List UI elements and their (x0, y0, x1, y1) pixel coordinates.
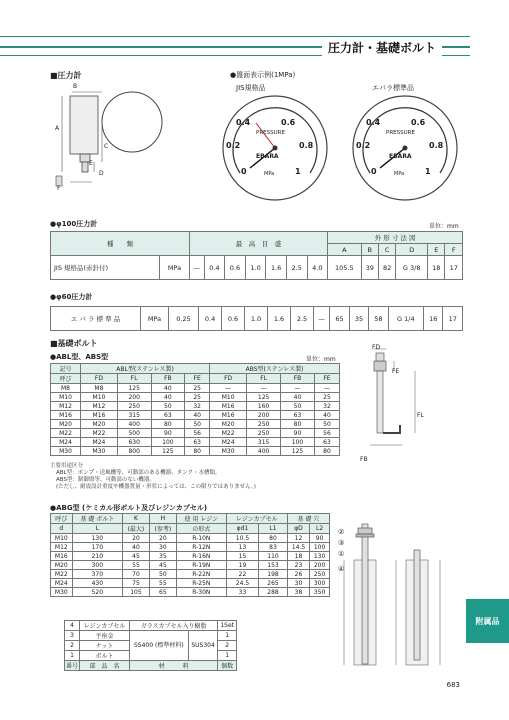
phi60-val-c: 58 (369, 307, 388, 331)
table-cell: 288 (259, 588, 288, 597)
table-cell: M30 (51, 447, 81, 456)
ebara-label: エバラ標準品 (372, 84, 414, 92)
table-cell: M24 (51, 438, 81, 447)
table-cell: 90 (281, 429, 315, 438)
col-b: B (361, 244, 378, 256)
table-cell: M10 (210, 393, 247, 402)
table-cell: M24 (81, 438, 118, 447)
table-cell: M16 (210, 411, 247, 420)
hdr-abs: ABS型(ステンレス製) (210, 364, 340, 374)
table-row (51, 561, 330, 570)
part-material-ss: SS400 (標準材料) (129, 631, 188, 661)
table-cell: 55 (122, 561, 149, 570)
abg-hdr-bolt: 基 礎 ボルト (72, 514, 122, 524)
table-cell: M30 (210, 447, 247, 456)
table-cell: M22 (51, 429, 81, 438)
callout-2: ② (338, 528, 345, 536)
phi60-scale: 0.4 (199, 307, 222, 331)
table-cell: M24 (210, 438, 247, 447)
abl-fb-label: FB (360, 456, 368, 463)
hdr-part-qty: 個数 (218, 661, 237, 671)
phi100-scale: 1.0 (245, 256, 266, 280)
abg-hdr-d: d (51, 524, 73, 534)
ebara-tick-02: 0.2 (356, 141, 371, 150)
part-qty: 2 (218, 641, 237, 651)
table-cell: 15 (226, 552, 258, 561)
table-cell: 265 (259, 579, 288, 588)
table-cell: M16 (51, 411, 81, 420)
table-cell: M12 (81, 402, 118, 411)
table-cell: 153 (259, 561, 288, 570)
table-cell: 200 (310, 561, 330, 570)
phi60-scale: 2.5 (291, 307, 314, 331)
table-cell: 35 (149, 552, 176, 561)
table-cell: M16 (81, 411, 118, 420)
table-cell: 100 (310, 543, 330, 552)
abg-bolt-drawing (336, 520, 456, 680)
part-qty: 1Set (218, 621, 237, 631)
table-row (51, 438, 340, 447)
table-cell: 130 (310, 552, 330, 561)
parts-table (64, 620, 237, 671)
table-cell: 80 (259, 534, 288, 543)
table-cell: 40 (314, 411, 339, 420)
side-tab-accessories[interactable]: 附属品 (466, 599, 509, 643)
note-line: 主要用途区分 (50, 463, 84, 469)
col-d: D (396, 244, 428, 256)
table-row (51, 552, 330, 561)
table-cell: 40 (281, 393, 315, 402)
callout-4: ④ (338, 565, 345, 573)
abg-hdr-l1: L1 (259, 524, 288, 534)
page-number: 683 (446, 681, 460, 689)
section-phi100: ●φ100圧力計 (50, 220, 98, 228)
table-cell: 400 (247, 447, 281, 456)
table-cell: 33 (226, 588, 258, 597)
hdr-max-scale: 最 高 目 盛 (189, 232, 327, 256)
table-cell: M16 (51, 552, 73, 561)
table-cell: 90 (151, 429, 185, 438)
phi60-val-b: 35 (349, 307, 368, 331)
callout-3: ③ (338, 539, 345, 547)
table-row (51, 384, 340, 393)
table-cell: 75 (122, 579, 149, 588)
abg-hdr-hole: 基 礎 穴 (287, 514, 329, 524)
abg-hdr-call: 呼び (51, 514, 73, 524)
table-cell: — (247, 384, 281, 393)
table-cell: 13 (226, 543, 258, 552)
part-name: レジンカプセル (80, 621, 130, 631)
phi100-scale: 4.0 (307, 256, 328, 280)
table-row (51, 543, 330, 552)
phi100-kind: JIS 規格品(赤針付) (51, 256, 160, 280)
table-cell: 630 (117, 438, 151, 447)
gauge-dimension-drawing (52, 82, 172, 202)
abl-abs-table (50, 363, 340, 456)
table-cell: 800 (117, 447, 151, 456)
col-fe: FE (185, 374, 210, 384)
table-cell: 125 (151, 447, 185, 456)
abg-hdr-href: (参考) (149, 524, 176, 534)
part-qty: 1 (218, 651, 237, 661)
dim-e: E (89, 160, 93, 167)
table-cell: 63 (281, 411, 315, 420)
table-cell: M12 (51, 402, 81, 411)
hdr-part-material: 材 料 (129, 661, 217, 671)
table-cell: M22 (81, 429, 118, 438)
section-pressure-gauge: ■圧力計 (50, 71, 82, 80)
col-fb: FB (151, 374, 185, 384)
table-cell: 80 (185, 447, 210, 456)
table-cell: 50 (281, 402, 315, 411)
callout-1: ① (338, 550, 345, 558)
jis-tick-0: 0 (241, 167, 247, 176)
table-cell: — (281, 384, 315, 393)
table-cell: 350 (310, 588, 330, 597)
table-cell: 90 (310, 534, 330, 543)
col-fl: FL (247, 374, 281, 384)
table-cell: M22 (51, 570, 73, 579)
part-qty: 1 (218, 631, 237, 641)
dim-a: A (55, 125, 60, 132)
table-cell: M22 (210, 429, 247, 438)
phi100-scale: 1.6 (266, 256, 287, 280)
jis-pressure-text: PRESSURE (256, 130, 285, 136)
part-name: 平座金 (80, 631, 130, 641)
table-cell: M24 (51, 579, 73, 588)
ebara-tick-06: 0.6 (411, 118, 426, 127)
jis-unit: MPa (264, 171, 275, 177)
phi100-val-b: 39 (361, 256, 378, 280)
table-cell: 20 (149, 534, 176, 543)
abg-hdr-form: の形式 (176, 524, 226, 534)
part-name: ナット (80, 641, 130, 651)
table-cell: 40 (151, 384, 185, 393)
table-cell: 200 (117, 393, 151, 402)
phi60-kind: エ バ ラ 標 準 品 (51, 307, 141, 331)
table-cell: 300 (72, 561, 122, 570)
table-cell: 80 (151, 420, 185, 429)
table-cell: 20 (122, 534, 149, 543)
phi60-scale: 0.25 (168, 307, 198, 331)
hdr-kind: 種 類 (51, 232, 190, 256)
abg-hdr-resin: 使 用 レジン (176, 514, 226, 524)
table-row (51, 411, 340, 420)
table-cell: 14.5 (287, 543, 309, 552)
table-cell: 50 (185, 420, 210, 429)
table-cell: 25 (185, 393, 210, 402)
dim-b: B (73, 83, 78, 90)
table-cell: 170 (72, 543, 122, 552)
dim-c: C (104, 143, 109, 150)
part-material-sus: SUS304 (188, 631, 218, 661)
abl-table-body (51, 384, 340, 456)
note-line: ABS型：制御盤等、可動部のない機器。 (56, 477, 155, 483)
page-title: 圧力計・基礎ボルト (322, 39, 442, 56)
table-cell: — (314, 384, 339, 393)
table-cell: 130 (72, 534, 122, 543)
ebara-tick-08: 0.8 (429, 141, 444, 150)
col-c: C (378, 244, 395, 256)
phi100-table (50, 231, 463, 280)
table-cell: 315 (117, 411, 151, 420)
col-fe: FE (314, 374, 339, 384)
hdr-part-no: 番号 (65, 661, 80, 671)
table-cell: 63 (185, 438, 210, 447)
table-cell: 250 (117, 402, 151, 411)
table-cell: M12 (51, 543, 73, 552)
table-cell: — (210, 384, 247, 393)
phi60-unit: MPa (141, 307, 169, 331)
table-cell: M20 (51, 561, 73, 570)
table-row (51, 588, 330, 597)
col-e: E (428, 244, 445, 256)
phi60-val-a: 65 (330, 307, 349, 331)
table-row (51, 429, 340, 438)
ebara-unit: MPa (394, 171, 405, 177)
table-cell: R-30N (176, 588, 226, 597)
ebara-tick-04: 0.4 (366, 118, 381, 127)
hdr-code: 記号 (51, 364, 81, 374)
abg-hdr-l2: L2 (310, 524, 330, 534)
col-fd: FD (81, 374, 118, 384)
table-cell: 83 (259, 543, 288, 552)
ebara-tick-1: 1 (425, 167, 431, 176)
phi100-scale: 2.5 (286, 256, 307, 280)
table-row (51, 420, 340, 429)
phi60-scale: 1.0 (245, 307, 268, 331)
table-cell: 125 (117, 384, 151, 393)
table-row (51, 570, 330, 579)
ebara-pressure-text: PRESSURE (386, 130, 415, 136)
phi100-dash: — (189, 256, 204, 280)
note-line: ABL型：ポンプ・送風機等、可動部のある機器、タンク・水槽類。 (56, 470, 221, 476)
table-row (51, 579, 330, 588)
part-no: 1 (65, 651, 80, 661)
abl-fl-label: FL (417, 412, 424, 419)
table-cell: 400 (117, 420, 151, 429)
table-cell: R-10N (176, 534, 226, 543)
table-cell: 32 (185, 402, 210, 411)
part-no: 2 (65, 641, 80, 651)
table-cell: 520 (72, 588, 122, 597)
abg-table-body (51, 534, 330, 597)
table-cell: 110 (259, 552, 288, 561)
table-row (51, 393, 340, 402)
table-cell: 125 (247, 393, 281, 402)
table-row (51, 402, 340, 411)
table-cell: 40 (185, 411, 210, 420)
col-fd: FD (210, 374, 247, 384)
phi60-table (50, 306, 463, 331)
jis-tick-1: 1 (295, 167, 301, 176)
table-cell: 24.5 (226, 579, 258, 588)
table-cell: M20 (51, 420, 81, 429)
title-bar (0, 36, 470, 56)
abg-hdr-phid: φD (287, 524, 309, 534)
section-abl-abs: ●ABL型、ABS型 (50, 353, 109, 361)
abg-hdr-h: H (149, 514, 176, 524)
section-dial-example: ●盤面表示例(1MPa) (230, 71, 296, 79)
phi100-scale: 0.6 (225, 256, 246, 280)
phi100-val-d: G 3/8 (396, 256, 428, 280)
table-cell: 430 (72, 579, 122, 588)
table-cell: 63 (151, 411, 185, 420)
table-cell: 50 (151, 402, 185, 411)
phi60-scale: 1.6 (268, 307, 291, 331)
phi60-scale: 0.6 (222, 307, 245, 331)
table-cell: 50 (314, 420, 339, 429)
table-cell: M20 (210, 420, 247, 429)
phi60-val-d: G 1/4 (388, 307, 423, 331)
table-cell: 125 (281, 447, 315, 456)
table-cell: 200 (247, 411, 281, 420)
part-no: 3 (65, 631, 80, 641)
unit-mm-1: 単位：mm (429, 223, 459, 230)
table-cell: 22 (226, 570, 258, 579)
table-cell: M16 (210, 402, 247, 411)
phi60-val-f: 17 (443, 307, 463, 331)
phi100-unit: MPa (159, 256, 189, 280)
table-row (51, 447, 340, 456)
table-cell: M8 (81, 384, 118, 393)
abg-hdr-l: L (72, 524, 122, 534)
jis-label: JIS規格品 (236, 84, 266, 92)
hdr-abl: ABL型(ステンレス製) (81, 364, 210, 374)
jis-brand: EBARA (256, 153, 279, 160)
table-cell: 18 (287, 552, 309, 561)
section-phi60: ●φ60圧力計 (50, 293, 93, 301)
table-cell: M8 (51, 384, 81, 393)
abg-hdr-phid1: φd1 (226, 524, 258, 534)
phi100-val-f: 17 (445, 256, 463, 280)
dim-d: D (99, 170, 104, 177)
table-cell: 56 (314, 429, 339, 438)
section-anchor-bolt: ■基礎ボルト (50, 339, 98, 348)
col-fl: FL (117, 374, 151, 384)
table-cell: M20 (81, 420, 118, 429)
table-cell: 26 (287, 570, 309, 579)
phi100-scale: 0.4 (204, 256, 225, 280)
phi60-val-e: 16 (424, 307, 443, 331)
table-cell: 12 (287, 534, 309, 543)
abl-fe-label: FE (392, 368, 400, 375)
table-cell: 250 (247, 429, 281, 438)
phi100-val-c: 82 (378, 256, 395, 280)
table-cell: 100 (281, 438, 315, 447)
table-cell: 55 (149, 579, 176, 588)
abl-fd-label: FD (372, 344, 381, 351)
table-cell: 315 (247, 438, 281, 447)
table-cell: R-19N (176, 561, 226, 570)
hdr-dims: 外 形 寸 法 図 (328, 232, 463, 244)
table-cell: 45 (149, 561, 176, 570)
table-cell: M10 (81, 393, 118, 402)
abg-hdr-k: K (122, 514, 149, 524)
phi60-dash: — (313, 307, 329, 331)
table-cell: 32 (314, 402, 339, 411)
jis-tick-04: 0.4 (236, 118, 251, 127)
table-cell: 250 (310, 570, 330, 579)
table-cell: 25 (314, 393, 339, 402)
hdr-call: 呼び (51, 374, 81, 384)
part-material: ガラスカプセル入り樹脂 (129, 621, 217, 631)
jis-tick-08: 0.8 (299, 141, 314, 150)
table-cell: 300 (310, 579, 330, 588)
table-cell: 80 (281, 420, 315, 429)
table-cell: 80 (314, 447, 339, 456)
abl-bolt-drawing (360, 345, 450, 455)
table-cell: R-22N (176, 570, 226, 579)
ebara-brand: EBARA (389, 153, 412, 160)
table-cell: M10 (51, 534, 73, 543)
col-f: F (445, 244, 463, 256)
jis-tick-02: 0.2 (226, 141, 241, 150)
abg-hdr-capsule: レジンカプセル (226, 514, 287, 524)
phi100-val-a: 105.5 (328, 256, 361, 280)
part-name: ボルト (80, 651, 130, 661)
table-cell: 30 (149, 543, 176, 552)
table-cell: 19 (226, 561, 258, 570)
table-cell: 40 (151, 393, 185, 402)
table-cell: R-12N (176, 543, 226, 552)
abg-hdr-kmax: (最大) (122, 524, 149, 534)
table-cell: M10 (51, 393, 81, 402)
table-cell: M30 (81, 447, 118, 456)
table-cell: 70 (122, 570, 149, 579)
note-line: (ただし、耐震設計重度や機器質量・形状によっては、この限りではありません。) (56, 484, 256, 490)
jis-tick-06: 0.6 (281, 118, 296, 127)
table-row (51, 534, 330, 543)
abl-notes (50, 463, 335, 491)
section-abg: ●ABG型 (ケミカル形ボルト及びレジンカプセル) (50, 504, 208, 512)
table-cell: 65 (149, 588, 176, 597)
table-cell: 250 (247, 420, 281, 429)
table-cell: R-25N (176, 579, 226, 588)
table-cell: 160 (247, 402, 281, 411)
table-cell: 198 (259, 570, 288, 579)
table-cell: 370 (72, 570, 122, 579)
hdr-part-name: 部 品 名 (80, 661, 130, 671)
col-a: A (328, 244, 361, 256)
dim-f: F (57, 185, 61, 192)
ebara-tick-0: 0 (371, 167, 377, 176)
table-cell: 50 (149, 570, 176, 579)
table-cell: 105 (122, 588, 149, 597)
col-fb: FB (281, 374, 315, 384)
table-cell: 210 (72, 552, 122, 561)
part-no: 4 (65, 621, 80, 631)
unit-mm-2: 単位：mm (306, 356, 336, 363)
table-cell: 38 (287, 588, 309, 597)
table-cell: 40 (122, 543, 149, 552)
table-cell: 100 (151, 438, 185, 447)
table-cell: 10.5 (226, 534, 258, 543)
abg-table (50, 513, 330, 597)
table-cell: 63 (314, 438, 339, 447)
table-cell: R-16N (176, 552, 226, 561)
table-cell: 45 (122, 552, 149, 561)
table-cell: 30 (287, 579, 309, 588)
phi100-val-e: 18 (428, 256, 445, 280)
table-cell: 500 (117, 429, 151, 438)
table-cell: 23 (287, 561, 309, 570)
table-cell: 56 (185, 429, 210, 438)
table-cell: M30 (51, 588, 73, 597)
table-cell: 25 (185, 384, 210, 393)
